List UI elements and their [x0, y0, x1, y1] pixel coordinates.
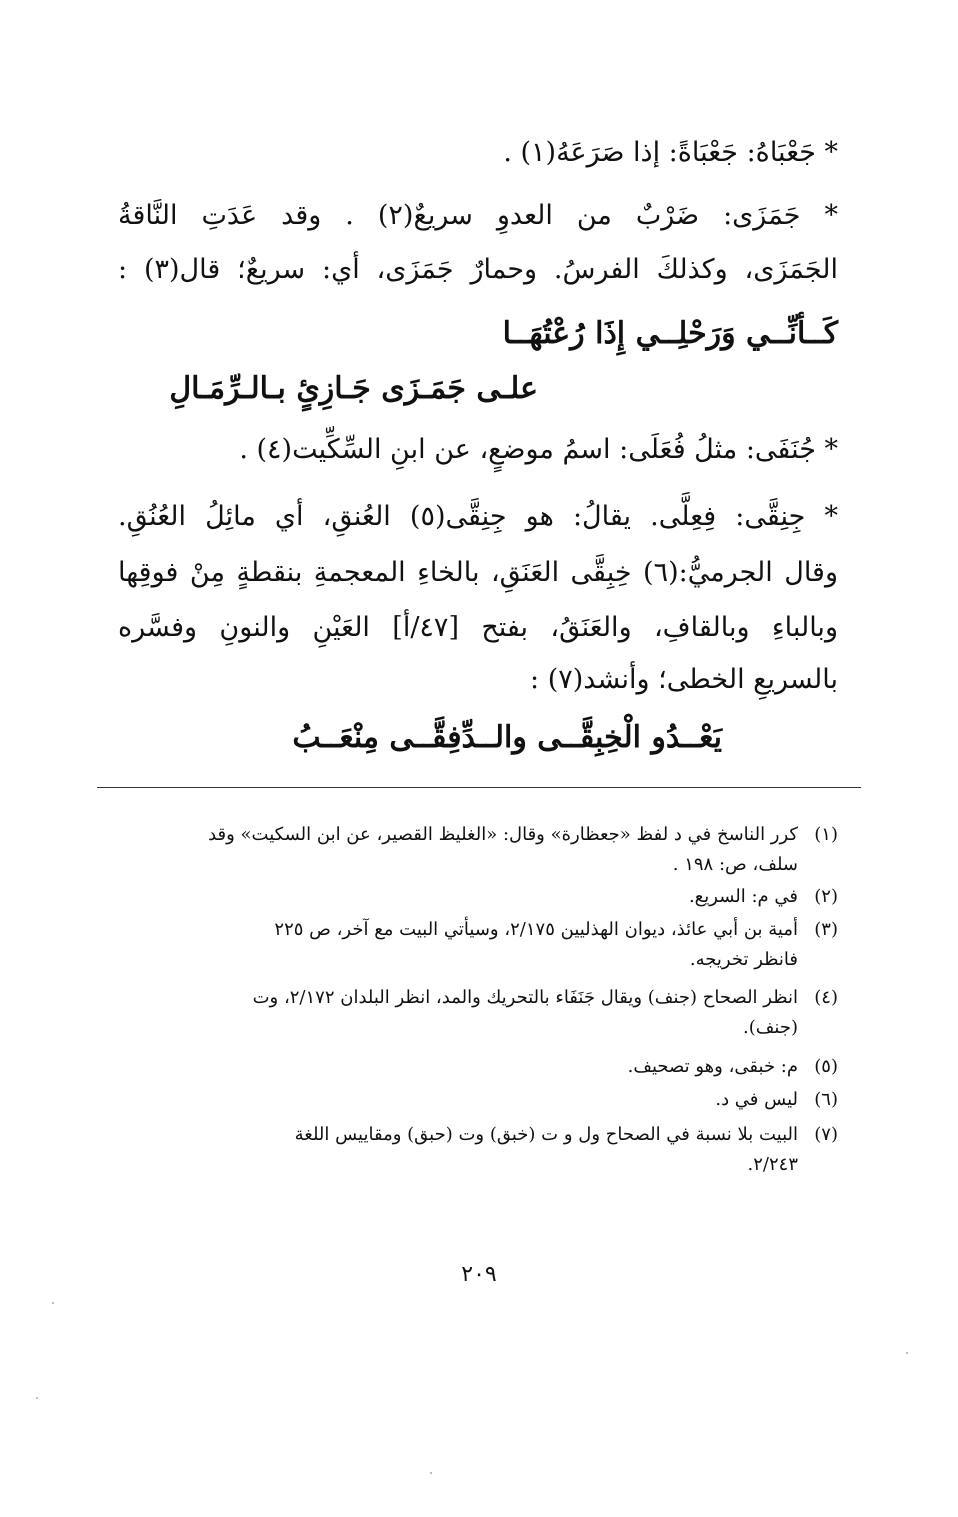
- entry-jiniqqa-line-4: بالسريعِ الخطى؛ وأنشد(٧) :: [530, 664, 838, 695]
- entry-jiniqqa-line-1: * جِنِقَّى: فِعِلَّى. يقالُ: هو جِنِقَّى(٥) العُنقِ، أي مائِلُ العُنُقِ.: [118, 501, 838, 532]
- entry-jabah: * جَعْبَاهُ: جَعْبَاةً: إذا صَرَعَهُ(١) .: [503, 137, 838, 168]
- footnote-6: [118, 1085, 838, 1115]
- footnote-4: [118, 983, 838, 1043]
- entry-junafa: * جُنَفَى: مثلُ فُعَلَى: اسمُ موضعٍ، عن ابنِ السِّكِّيت(٤) .: [239, 434, 838, 465]
- footnote-continuation: (جنف).: [743, 1017, 798, 1038]
- footnote-text: انظر الصحاح (جنف) ويقال جَنَفَاء بالتحريك والمد، انظر البلدان ٢/١٧٢، وت: [252, 987, 798, 1008]
- entry-jiniqqa-line-2: وقال الجرميُّ:(٦) خِبِقَّى العَنَقِ، بالخاءِ المعجمةِ بنقطةٍ مِنْ فوقِها: [118, 557, 838, 588]
- footnote-text: أمية بن أبي عائذ، ديوان الهذليين ٢/١٧٥، وسيأتي البيت مع آخر، ص ٢٢٥: [274, 919, 798, 940]
- entry-jiniqqa-line-3: وبالباءِ وبالقافِ، والعَنَقُ، بفتح [٤٧/أ] العَيْنِ والنونِ وفسَّره: [118, 612, 838, 643]
- footnote-number: (٤): [814, 987, 838, 1008]
- scan-speck: [52, 1302, 54, 1304]
- footnote-continuation: فانظر تخريجه.: [689, 949, 798, 970]
- page-number: ٢٠٩: [461, 1262, 497, 1287]
- footnote-number: (١): [814, 824, 838, 845]
- footnote-number: (٢): [814, 886, 838, 907]
- verse-rajaz: يَعْــدُو الْخِبِقَّــى والــدِّفِقَّــى مِنْعَــبُ: [292, 720, 722, 755]
- footnote-continuation: سلف، ص: ١٩٨ .: [672, 854, 798, 875]
- verse-hemistich-1: كَــأنِّــي وَرَحْلِــي إِذَا رُعْتُهَــا: [502, 316, 838, 351]
- scan-speck: [430, 1472, 432, 1474]
- footnote-number: (٥): [814, 1056, 838, 1077]
- footnote-1: [118, 820, 838, 880]
- footnote-text: كرر الناسخ في د لفظ «جعظارة» وقال: «الغليظ القصير، عن ابن السكيت» وقد: [208, 824, 798, 845]
- footnote-7: [118, 1120, 838, 1180]
- verse-hemistich-2: علـى جَمَـزَى جَـازِئٍ بـالـرِّمَـالِ: [169, 371, 538, 406]
- footnote-number: (٦): [814, 1089, 838, 1110]
- footnote-5: [118, 1052, 838, 1082]
- footnote-text: ليس في د.: [715, 1089, 798, 1110]
- footnote-text: في م: السريع.: [688, 886, 798, 907]
- footnote-text: البيت بلا نسبة في الصحاح ول و ت (خبق) وت (حبق) ومقاييس اللغة: [294, 1124, 798, 1145]
- footnote-number: (٧): [814, 1124, 838, 1145]
- footnote-2: [118, 882, 838, 912]
- footnote-text: م: خبقى، وهو تصحيف.: [627, 1056, 798, 1077]
- footnote-3: [118, 915, 838, 975]
- scan-speck: [36, 1397, 38, 1399]
- footnote-separator: [97, 787, 861, 788]
- footnote-number: (٣): [814, 919, 838, 940]
- footnote-continuation: ٢/٢٤٣.: [747, 1154, 798, 1175]
- entry-jamaza-line-2: الجَمَزَى، وكذلكَ الفرسُ. وحمارٌ جَمَزَى، أي: سريعٌ؛ قال(٣) :: [118, 254, 838, 285]
- entry-jamaza-line-1: * جَمَزَى: ضَرْبٌ من العدوِ سريعٌ(٢) . وقد عَدَتِ النَّاقةُ: [118, 200, 838, 231]
- scan-speck: [906, 1352, 908, 1354]
